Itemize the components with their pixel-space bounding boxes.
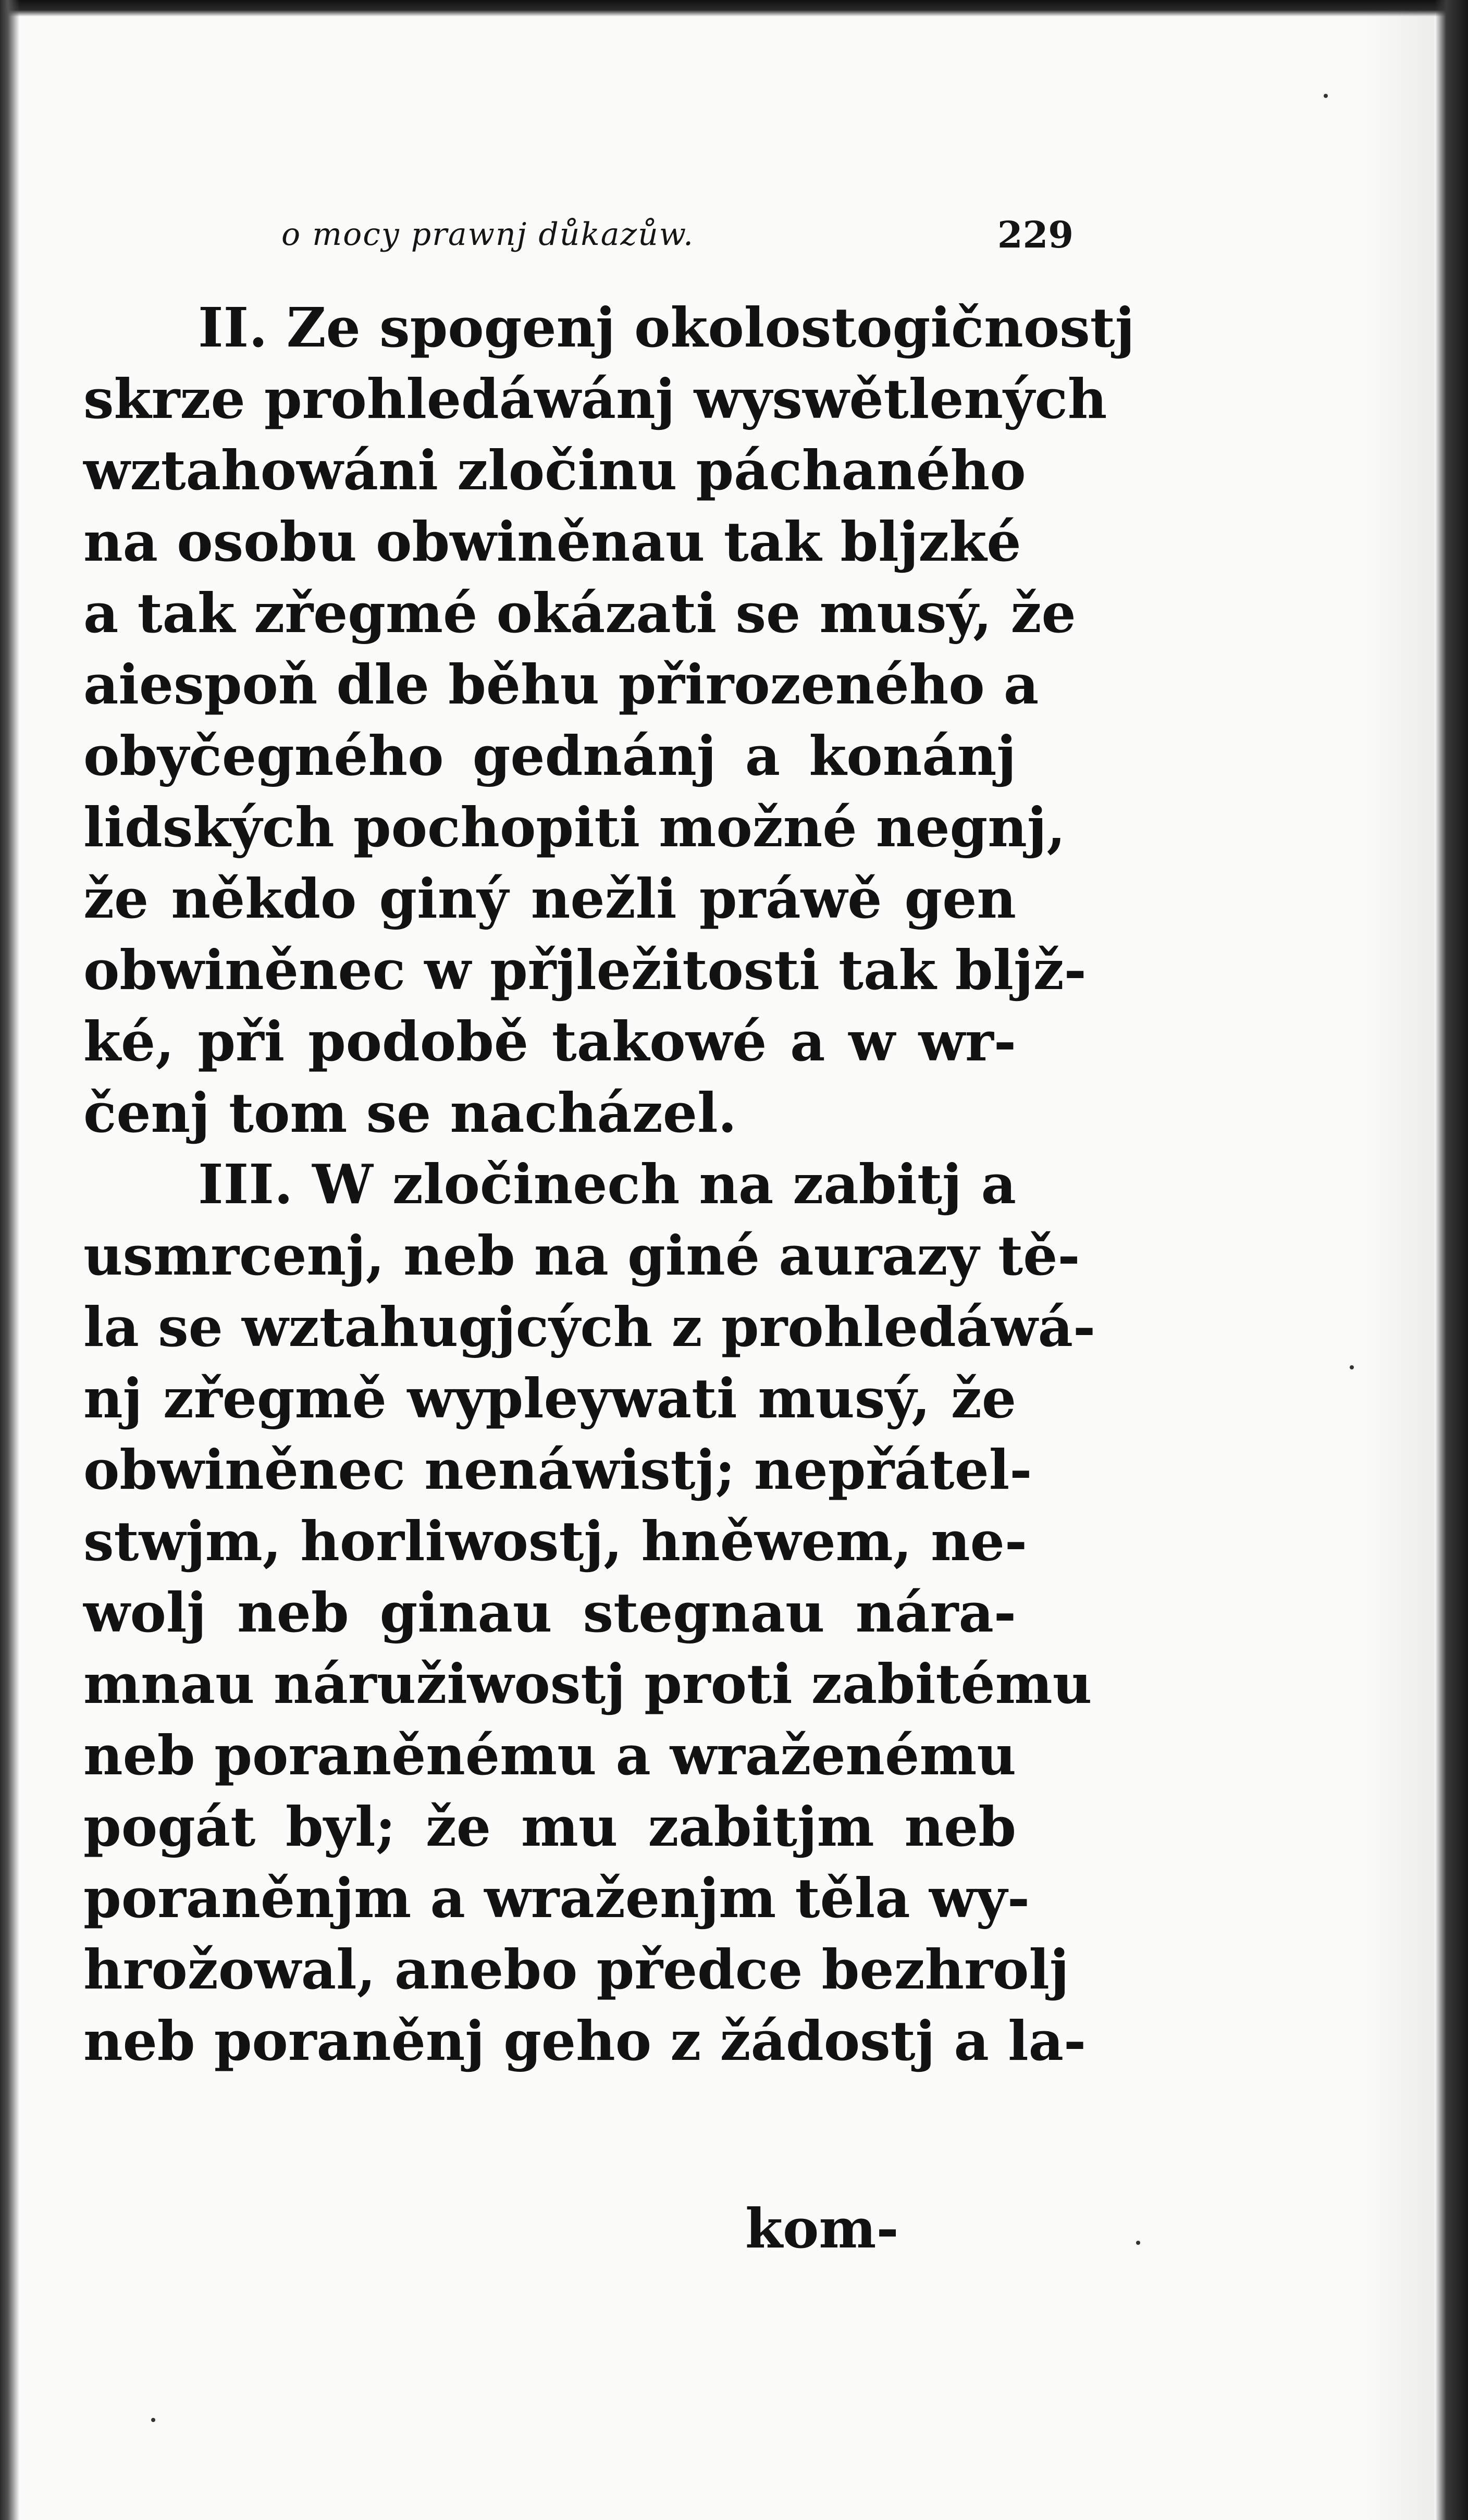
- text-line: a tak zřegmé okázati se musý, že: [83, 581, 1076, 645]
- text-line: čenj tom se nacházel.: [83, 1081, 737, 1145]
- text-line: neb poraněnj geho z žádostj a la-: [83, 2009, 1087, 2073]
- text-line: na osobu obwiněnau tak bljzké: [83, 510, 1021, 574]
- text-line: usmrcenj, neb na giné aurazy tě-: [83, 1224, 1080, 1288]
- text-line: III. W zločinech na zabitj a: [198, 1152, 1016, 1216]
- paper-speck: [1136, 2241, 1140, 2245]
- text-line: mnau náružiwostj proti zabitému: [83, 1652, 1092, 1716]
- text-line: pogát byl; že mu zabitjm neb: [83, 1795, 1016, 1859]
- page-number: 229: [997, 213, 1074, 256]
- text-line: II. Ze spogenj okolostogičnostj: [198, 295, 1135, 360]
- text-line: stwjm, horliwostj, hněwem, ne-: [83, 1509, 1028, 1573]
- text-line: obyčegného gednánj a konánj: [83, 724, 1016, 788]
- text-line: obwiněnec nenáwistj; nepřátel-: [83, 1438, 1032, 1502]
- scan-edge-top: [0, 0, 1468, 17]
- paper-speck: [1324, 94, 1328, 98]
- text-line: wztahowáni zločinu páchaného: [83, 438, 1026, 502]
- text-line: lidských pochopiti možné negnj,: [83, 795, 1066, 859]
- text-line: nj zřegmě wypleywati musý, že: [83, 1366, 1016, 1430]
- text-line: aiespoň dle běhu přirozeného a: [83, 652, 1039, 717]
- scan-edge-left: [0, 0, 20, 2520]
- text-line: poraněnjm a wraženjm těla wy-: [83, 1866, 1030, 1930]
- running-head: [281, 206, 1074, 263]
- text-line: la se wztahugjcých z prohledáwá-: [83, 1295, 1096, 1359]
- paper-speck: [1350, 1365, 1354, 1369]
- text-line: ké, při podobě takowé a w wr-: [83, 1009, 1016, 1073]
- paper-speck: [151, 2418, 155, 2422]
- text-line: obwiněnec w přjležitosti tak bljž-: [83, 938, 1087, 1002]
- text-line: neb poraněnému a wraženému: [83, 1723, 1016, 1787]
- text-line: skrze prohledáwánj wyswětlených: [83, 367, 1107, 431]
- text-line: že někdo giný nežli práwě gen: [83, 867, 1016, 931]
- text-line: hrožowal, anebo předce bezhrolj: [83, 1937, 1069, 2002]
- text-line: wolj neb ginau stegnau nára-: [83, 1580, 1016, 1645]
- gutter-shadow: [1362, 0, 1435, 2520]
- running-title: o mocy prawnj důkazůw.: [281, 216, 695, 253]
- catchword: kom-: [745, 2196, 899, 2260]
- scan-edge-right: [1435, 0, 1468, 2520]
- body-text: [83, 292, 1135, 2077]
